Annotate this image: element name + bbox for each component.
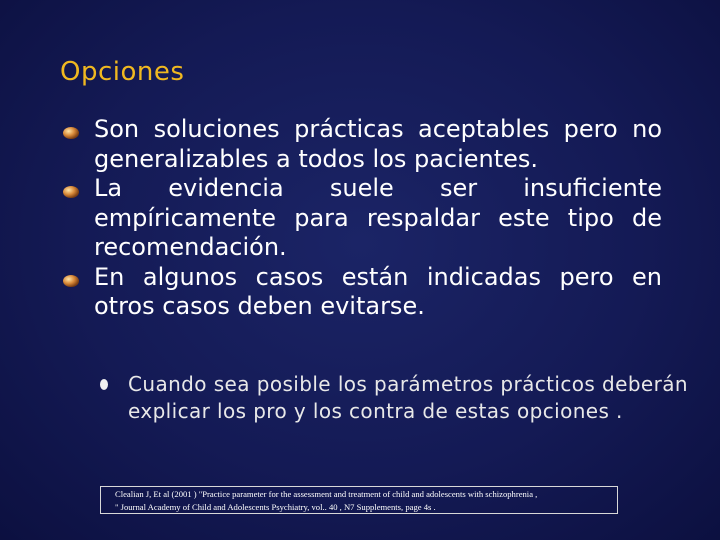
dot-bullet-icon — [100, 379, 108, 390]
slide-title: Opciones — [60, 57, 185, 87]
citation-box — [100, 486, 618, 514]
bullet-text: La evidencia suele ser insuficiente empíricamente para respaldar este tipo de recomendación. — [94, 174, 662, 261]
citation-line-2: " Journal Academy of Child and Adolescents Psychiatry, vol.. 40 , N7 Supplements, page 4s . — [115, 501, 436, 512]
bullet-text: Son soluciones prácticas aceptables pero no generalizables a todos los pacientes. — [94, 115, 662, 173]
sub-bullet-item — [98, 371, 688, 425]
bullet-list — [62, 115, 662, 322]
bullet-item — [62, 115, 662, 174]
citation-line-1: Clealian J, Et al (2001 ) "Practice parameter for the assessment and treatment of child and adolescents with schizophrenia , — [115, 489, 538, 499]
bullet-item — [62, 263, 662, 322]
orb-bullet-icon — [62, 271, 80, 289]
orb-bullet-icon — [62, 182, 80, 200]
bullet-text: En algunos casos están indicadas pero en otros casos deben evitarse. — [94, 262, 662, 320]
orb-bullet-icon — [62, 123, 80, 141]
bullet-item — [62, 174, 662, 263]
sub-bullet-text: Cuando sea posible los parámetros prácticos deberán explicar los pro y los contra de estas opciones . — [128, 372, 688, 423]
